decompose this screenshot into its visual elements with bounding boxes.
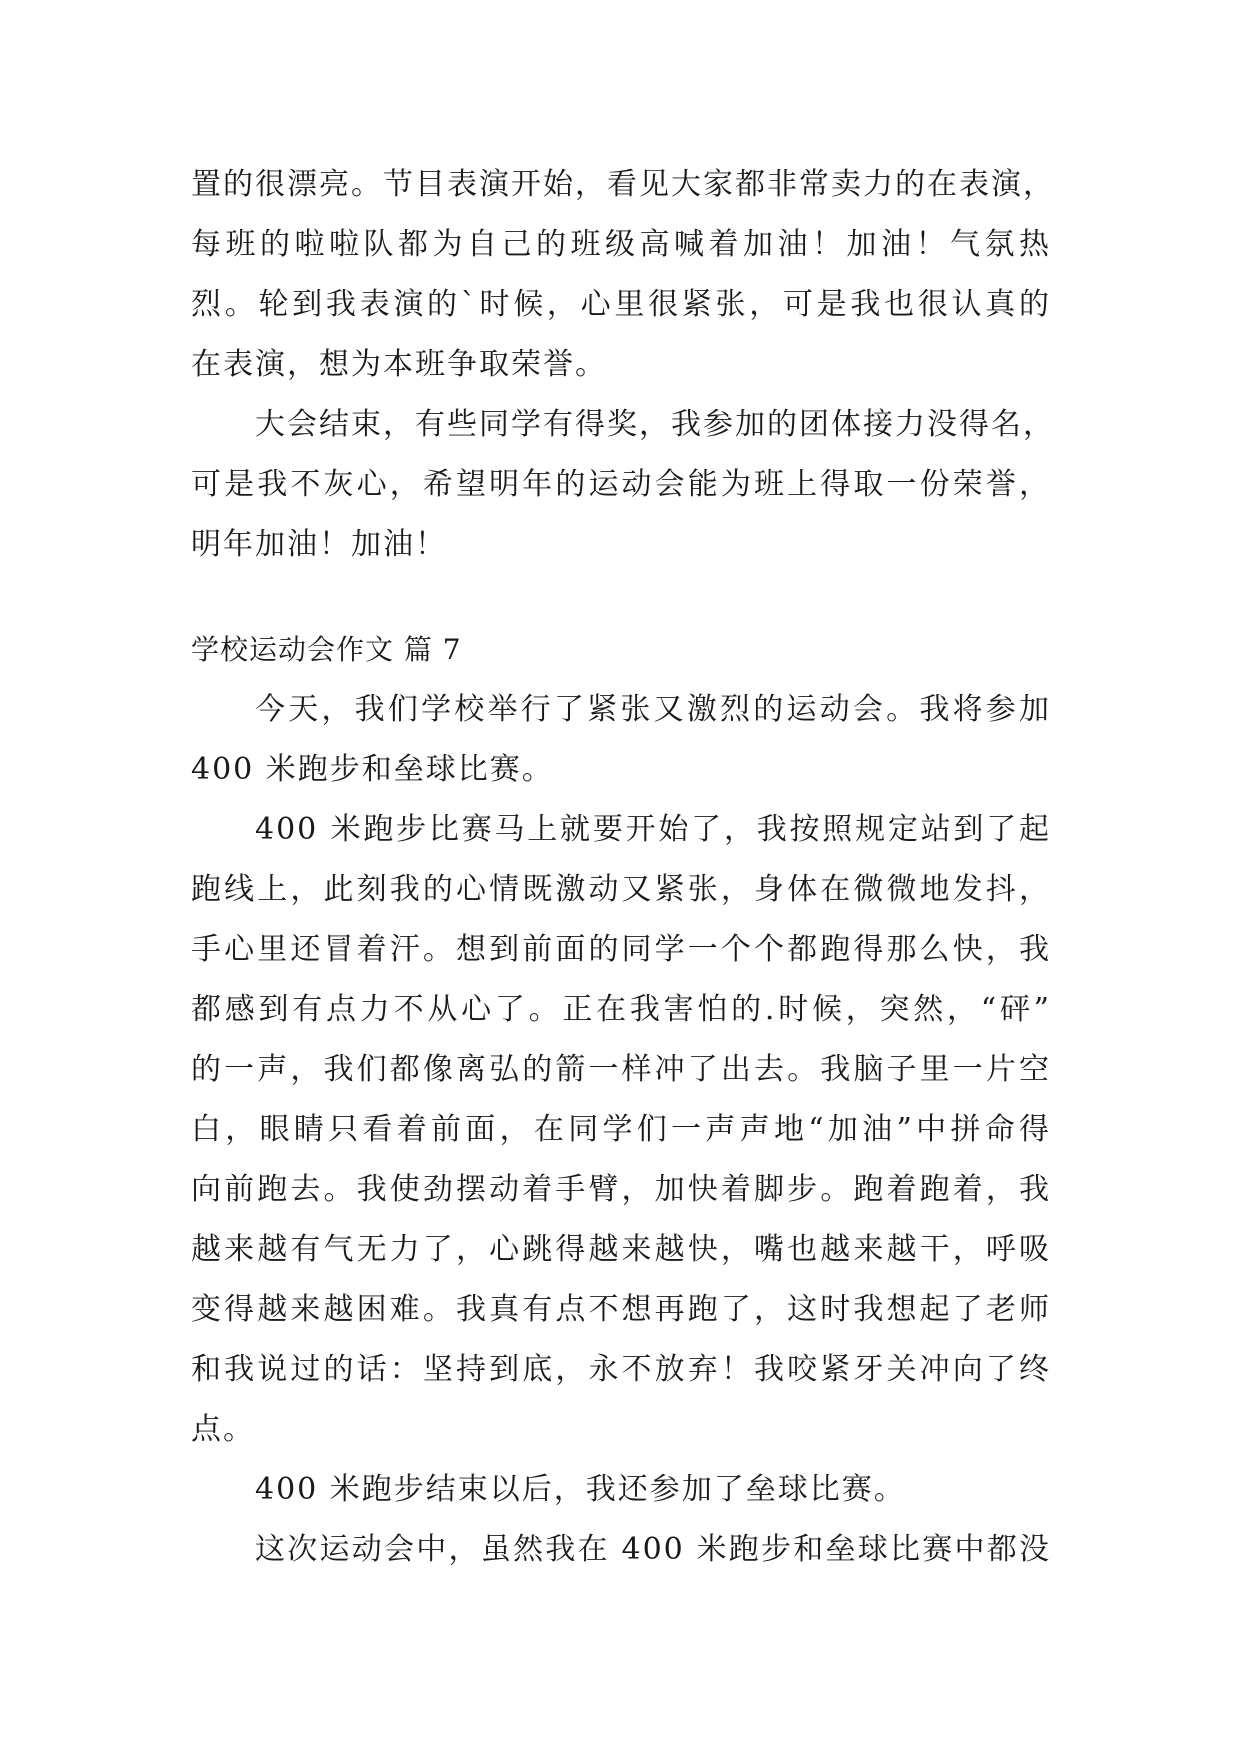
paragraph-line: 向前跑去。我使劲摆动着手臂，加快着脚步。跑着跑着，我 [191,1172,1051,1207]
paragraph-line: 400 米跑步和垒球比赛。 [191,752,554,787]
paragraph-line: 明年加油！加油！ [191,527,447,562]
paragraph-line: 手心里还冒着汗。想到前面的同学一个个都跑得那么快，我 [191,932,1051,967]
paragraph-line: 跑线上，此刻我的心情既激动又紧张，身体在微微地发抖， [191,872,1051,907]
paragraph-line: 变得越来越困难。我真有点不想再跑了，这时我想起了老师 [191,1292,1051,1327]
paragraph-first-line: 这次运动会中，虽然我在 400 米跑步和垒球比赛中都没 [255,1532,1051,1567]
paragraph-first-line: 今天，我们学校举行了紧张又激烈的运动会。我将参加 [255,692,1051,727]
paragraph-first-line: 400 米跑步比赛马上就要开始了，我按照规定站到了起 [255,812,1051,847]
section-heading: 学校运动会作文 篇 7 [191,633,462,666]
paragraph-line: 点。 [191,1412,255,1447]
paragraph-line: 在表演，想为本班争取荣誉。 [191,347,607,382]
paragraph-line: 越来越有气无力了，心跳得越来越快，嘴也越来越干，呼吸 [191,1232,1051,1267]
paragraph-first-line: 大会结束，有些同学有得奖，我参加的团体接力没得名， [255,407,1055,442]
paragraph-line: 可是我不灰心，希望明年的运动会能为班上得取一份荣誉， [191,467,1051,502]
paragraph-line: 每班的啦啦队都为自己的班级高喊着加油！加油！气氛热 [191,227,1051,262]
paragraph-first-line: 400 米跑步结束以后，我还参加了垒球比赛。 [255,1472,906,1507]
paragraph-line: 都感到有点力不从心了。正在我害怕的.时候，突然，“砰” [191,992,1051,1027]
paragraph-line: 白，眼睛只看着前面，在同学们一声声地“加油”中拼命得 [191,1112,1051,1147]
paragraph-line: 的一声，我们都像离弘的箭一样冲了出去。我脑子里一片空 [191,1052,1051,1087]
paragraph-line: 和我说过的话：坚持到底，永不放弃！我咬紧牙关冲向了终 [191,1352,1051,1387]
paragraph-line: 置的很漂亮。节目表演开始，看见大家都非常卖力的在表演， [191,167,1055,202]
paragraph-line: 烈。轮到我表演的`时候，心里很紧张，可是我也很认真的 [191,287,1051,322]
